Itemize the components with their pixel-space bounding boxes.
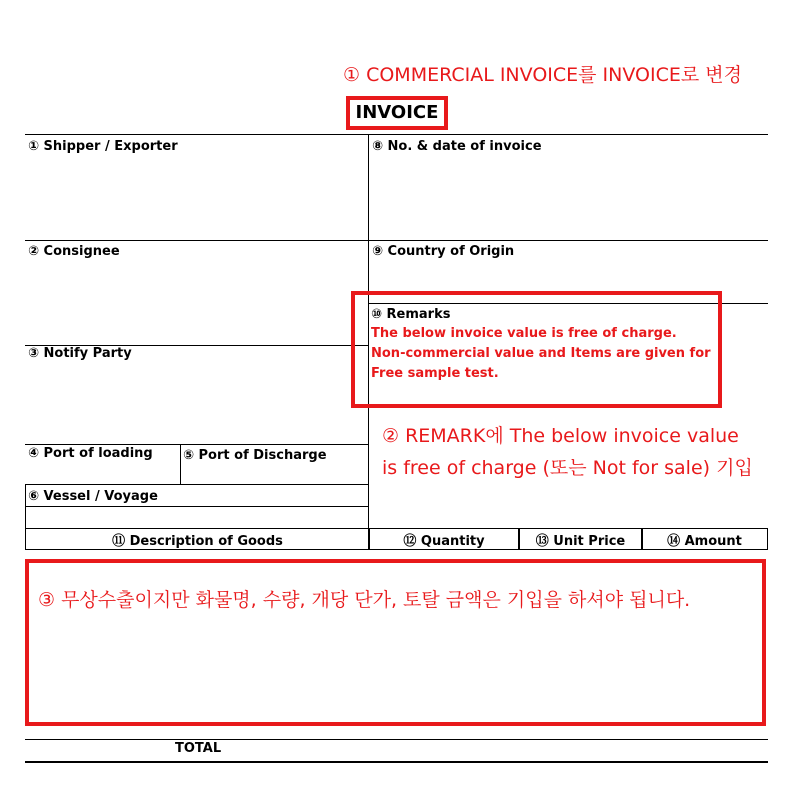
annotation-goods-instruction: ③ 무상수출이지만 화물명, 수량, 개당 단가, 토탈 금액은 기입을 하셔야 됩니다. [38, 589, 691, 611]
field-remarks: ⑩ Remarks [371, 307, 451, 322]
field-vessel-voyage: ⑥ Vessel / Voyage [28, 489, 158, 504]
field-country-of-origin: ⑨ Country of Origin [372, 244, 515, 259]
header-unit-price: ⑬ Unit Price [518, 528, 643, 550]
annotation-remark-line-1: ② REMARK에 The below invoice value [382, 425, 739, 447]
remarks-section [371, 307, 711, 384]
total-bottom-line [25, 761, 768, 763]
remarks-line-1: The below invoice value is free of charge. [371, 326, 677, 341]
annotation-remark-line-2: is free of charge (또는 Not for sale) 기입 [382, 457, 753, 479]
total-top-line [25, 739, 768, 740]
remarks-line-3: Free sample test. [371, 366, 499, 381]
header-amount: ⑭ Amount [641, 528, 768, 550]
field-shipper-exporter: ① Shipper / Exporter [28, 139, 178, 154]
field-port-of-discharge: ⑤ Port of Discharge [183, 448, 327, 463]
line-vessel-bottom [25, 506, 368, 507]
form-left-edge [25, 484, 26, 528]
remarks-line-2: Non-commercial value and Items are given for [371, 346, 711, 361]
ports-divider [180, 444, 181, 484]
field-consignee: ② Consignee [28, 244, 120, 259]
field-notify-party: ③ Notify Party [28, 346, 132, 361]
header-description-of-goods: ⑪ Description of Goods [25, 528, 370, 550]
annotation-change-title: ① COMMERCIAL INVOICE를 INVOICE로 변경 [343, 64, 742, 86]
total-label: TOTAL [175, 741, 222, 756]
field-port-of-loading: ④ Port of loading [28, 446, 153, 461]
annotation-remark-instruction [382, 420, 753, 484]
line-consignee [25, 240, 768, 241]
invoice-title: INVOICE [355, 102, 439, 123]
form-top-line [25, 134, 768, 135]
line-ports [25, 444, 368, 445]
line-vessel [25, 484, 368, 485]
field-invoice-no-date: ⑧ No. & date of invoice [372, 139, 542, 154]
header-quantity: ⑫ Quantity [368, 528, 520, 550]
